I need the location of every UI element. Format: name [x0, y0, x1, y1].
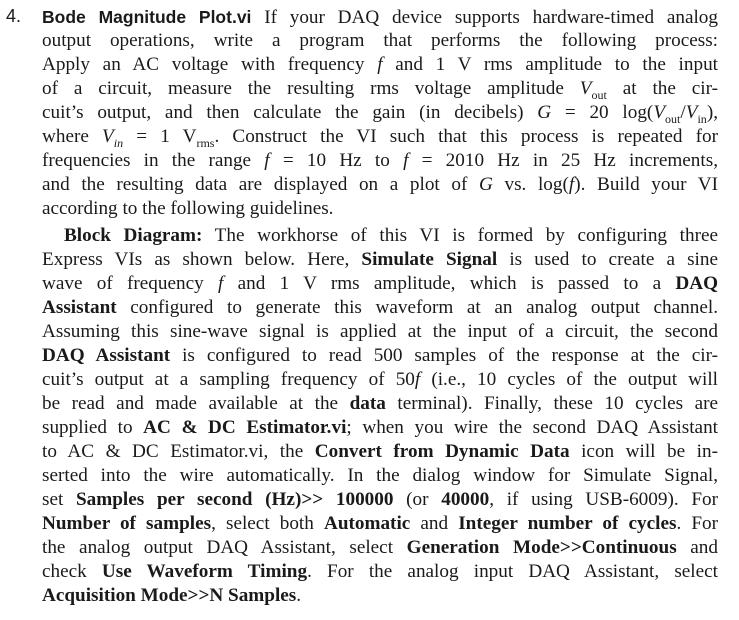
text-line: check Use Waveform Timing. For the analog input DAQ Assistant, select: [42, 561, 719, 582]
text-line: the analog output DAQ Assistant, select Generation Mode>>Continuous and: [42, 537, 718, 558]
text-line: Apply an AC voltage with frequency f and 1 V rms amplitude to the input: [42, 54, 718, 75]
text-line: Block Diagram: The workhorse of this VI is formed by configuring three: [64, 225, 718, 246]
section-heading: Block Diagram:: [64, 225, 203, 246]
text-line: and the resulting data are displayed on a plot of G vs. log(f). Build your VI: [42, 174, 718, 195]
text-line: cuit’s output at a sampling frequency of 50f (i.e., 10 cycles of the output will: [42, 369, 718, 390]
text-line: Bode Magnitude Plot.vi If your DAQ device supports hardware-timed analog: [42, 7, 718, 28]
text-line: set Samples per second (Hz)>> 100000 (or 40000, if using USB-6009). For: [42, 489, 718, 510]
text-line: according to the following guidelines.: [42, 198, 334, 219]
text-line: serted into the wire automatically. In the dialog window for Simulate Signal,: [42, 465, 718, 486]
text-line: Acquisition Mode>>N Samples.: [42, 585, 302, 606]
text-line: of a circuit, measure the resulting rms voltage amplitude $V_{out}$ at the cir-: [42, 78, 719, 102]
text-line: wave of frequency f and 1 V rms amplitude, which is passed to a DAQ: [42, 273, 718, 294]
text-line: Assistant configured to generate this waveform at an analog output channel.: [42, 297, 718, 318]
text-line: Assuming this sine-wave signal is applied at the input of a circuit, the second: [42, 321, 718, 342]
text-line: to AC & DC Estimator.vi, the Convert from Dynamic Data icon will be in-: [42, 441, 718, 462]
problem-title: Bode Magnitude Plot.vi: [42, 7, 252, 27]
text-line: frequencies in the range f = 10 Hz to f = 2010 Hz in 25 Hz increments,: [42, 150, 718, 171]
text-line: Number of samples, select both Automatic and Integer number of cycles. For: [42, 513, 718, 534]
text-line: where $V_{in} = 1$ $V_{rms}$. Construct the VI such that this process is repeated for: [42, 126, 718, 150]
text-line: supplied to AC & DC Estimator.vi; when you wire the second DAQ Assistant: [42, 417, 718, 438]
text-line: be read and made available at the data terminal). Finally, these 10 cycles are: [42, 393, 719, 414]
problem-number: 4.: [6, 6, 22, 26]
text-line: cuit’s output, and then calculate the gain (in decibels) G = 20 $\log(V_{out}/V_{in})$,: [42, 102, 718, 126]
text-line: DAQ Assistant is configured to read 500 samples of the response at the cir-: [42, 345, 718, 366]
text-line: output operations, write a program that performs the following process:: [42, 30, 718, 51]
text-line: Express VIs as shown below. Here, Simulate Signal is used to create a sine: [42, 249, 718, 270]
